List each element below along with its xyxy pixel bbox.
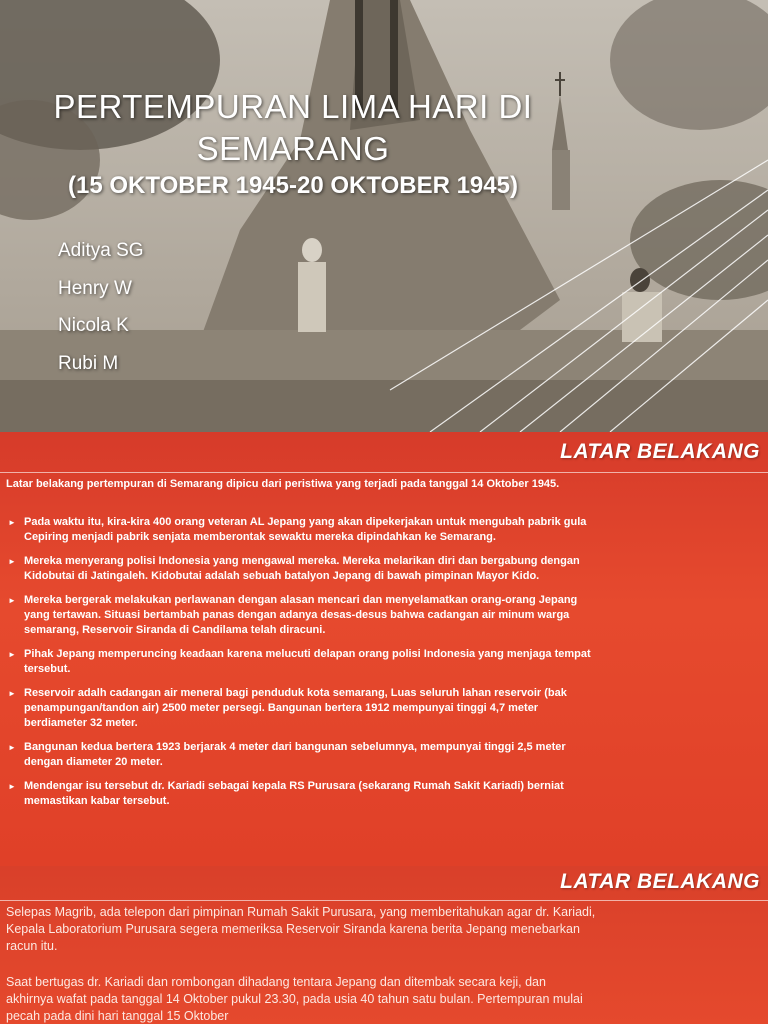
author-name: Henry W [58, 277, 132, 299]
list-item [8, 515, 594, 545]
list-item [8, 647, 594, 677]
bullet-list [8, 515, 594, 818]
slide-heading: LATAR BELAKANG [560, 870, 760, 893]
bullet-text: Mereka menyerang polisi Indonesia yang mengawal mereka. Mereka melarikan diri dan bergabung dengan Kidobutai di Jatingaleh. Kidobutai adalah sebuah batalyon Jepang di bawah pimpinan Mayor Kido. [24, 555, 580, 582]
list-item [8, 554, 594, 584]
triangle-bullet-icon: ► [8, 557, 16, 566]
bullet-text: Pada waktu itu, kira-kira 400 orang veteran AL Jepang yang akan dipekerjakan untuk mengubah pabrik gula Cepiring menjadi pabrik senjata memberontak sewaktu mereka dipindahkan ke Semarang. [24, 516, 587, 543]
triangle-bullet-icon: ► [8, 782, 16, 791]
list-item [8, 779, 594, 809]
triangle-bullet-icon: ► [8, 743, 16, 752]
bullet-text: Mereka bergerak melakukan perlawanan dengan alasan mencari dan menyelamatkan orang-orang Jepang yang tertawan. Situasi bertambah panas dengan adanya desas-desus bahwa cadangan air minum warga semarang, Reservoir Siranda di Candilama telah diracuni. [24, 594, 578, 636]
author-name: Aditya SG [58, 240, 144, 261]
list-item [8, 740, 594, 770]
triangle-bullet-icon: ► [8, 518, 16, 527]
author-list [58, 232, 144, 382]
bullet-text: Pihak Jepang memperuncing keadaan karena melucuti delapan orang polisi Indonesia yang menjaga tempat tersebut. [24, 648, 591, 675]
triangle-bullet-icon: ► [8, 596, 16, 605]
bullet-text: Bangunan kedua bertera 1923 berjarak 4 meter dari bangunan sebelumnya, mempunyai tinggi 2,5 meter dengan diameter 20 meter. [24, 741, 566, 768]
list-item [8, 593, 594, 638]
body-paragraph: Saat bertugas dr. Kariadi dan rombongan dihadang tentara Jepang dan ditembak secara keji, dan akhirnya wafat pada tanggal 14 Oktober pukul 23.30, pada usia 40 tahun satu bulan. Pertempuran mulai pecah pada dini hari tanggal 15 Oktober [6, 975, 583, 1023]
author-name: Nicola K [58, 315, 129, 336]
heading-divider [0, 472, 768, 473]
triangle-bullet-icon: ► [8, 650, 16, 659]
triangle-bullet-icon: ► [8, 689, 16, 698]
title-line-2: SEMARANG [196, 130, 390, 167]
slide-heading: LATAR BELAKANG [560, 440, 760, 463]
author-name: Rubi M [58, 352, 119, 374]
date-range-subtitle: (15 OKTOBER 1945-20 OKTOBER 1945) [68, 172, 518, 199]
presentation-title [20, 86, 566, 170]
body-paragraph: Selepas Magrib, ada telepon dari pimpinan Rumah Sakit Purusara, yang memberitahukan agar dr. Kariadi, Kepala Laboratorium Purusara segera memeriksa Reservoir Siranda karena berita Jepang menebarkan racun itu. [6, 905, 596, 953]
background-slide-2 [0, 866, 768, 1024]
title-line-1: PERTEMPURAN LIMA HARI DI [53, 88, 533, 125]
bullet-text: Reservoir adalh cadangan air meneral bagi penduduk kota semarang, Luas seluruh lahan reservoir (bak penampungan/tandon air) 2500 meter persegi. Bangunan bertera 1912 mempunyai tinggi 4,7 meter berdiameter 32 meter. [24, 687, 567, 729]
bullet-text: Mendengar isu tersebut dr. Kariadi sebagai kepala RS Purusara (sekarang Rumah Sakit Kariadi) berniat memastikan kabar tersebut. [24, 780, 564, 807]
list-item [8, 686, 594, 731]
background-slide-1 [0, 432, 768, 866]
title-slide [0, 0, 768, 432]
intro-paragraph: Latar belakang pertempuran di Semarang dipicu dari peristiwa yang terjadi pada tanggal 14 Oktober 1945. [6, 478, 560, 490]
heading-divider [0, 900, 768, 901]
